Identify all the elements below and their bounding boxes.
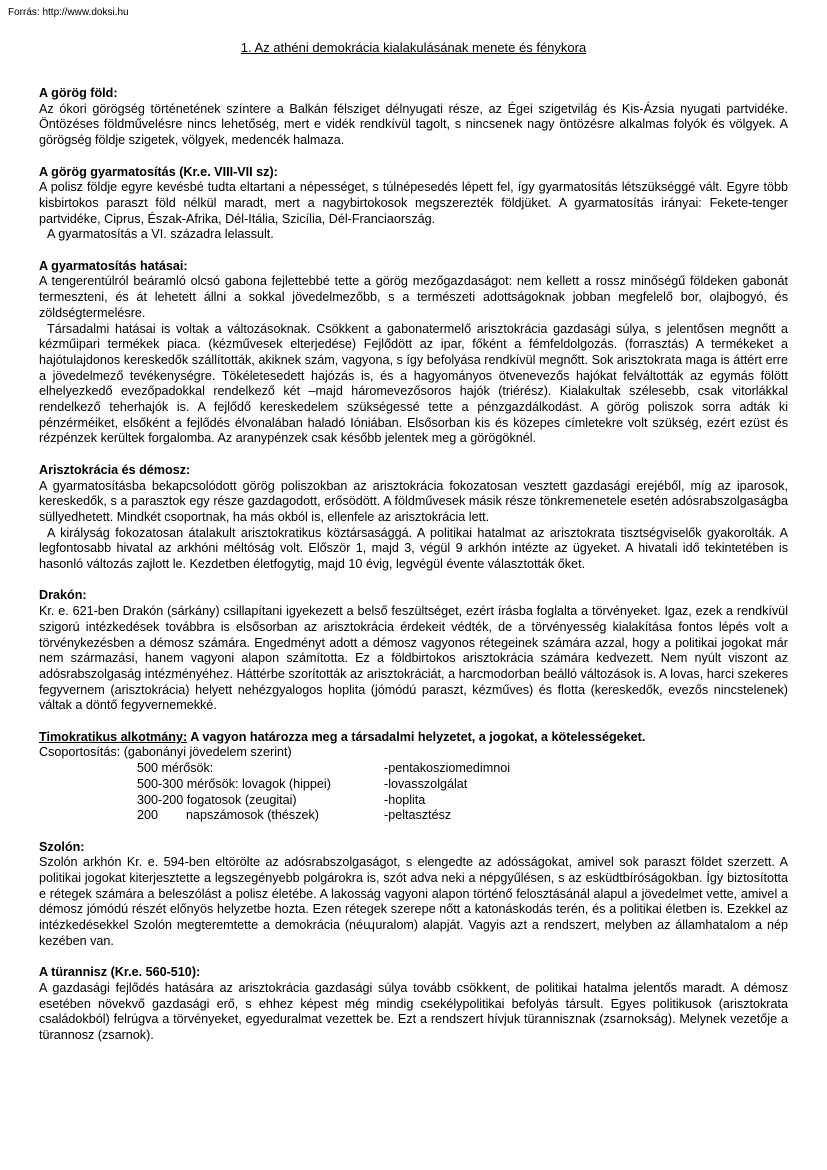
class-table: [39, 761, 788, 824]
source-url: Forrás: http://www.doksi.hu: [8, 7, 129, 18]
section-heading: Arisztokrácia és démosz:: [39, 462, 191, 477]
paragraph: A polisz földje egyre kevésbé tudta eltartani a népességet, s túlnépesedés lépett fel, így gyarmatosítás létszükséggé vált. Egyre több kisbirtokos paraszt föld nélkül maradt, mert a nagybirtokosok megszerezték földjüket. A gyarmatosítás irányai: Fekete-tenger partvidéke, Ciprus, Észak-Afrika, Dél-Itália, Szicília, Dél-Franciaország.: [39, 180, 788, 226]
section-foldrajz: [39, 86, 788, 149]
paragraph: A gazdasági fejlődés hatására az arisztokrácia gazdasági súlya tovább csökkent, de politikai hatalma jelentős maradt. A démosz esetében növekvő gazdasági erő, s ehhez képest még mindig csekélypolitikai befolyás társult. Egyes politikusok (arisztokrata családokból) felrúgva a törvényeket, egyeduralmat vezettek be. Ezt a rendszert hívjuk türannisznak (zsarnokság). Melynek vezetője a türannosz (zsarnok).: [39, 980, 788, 1043]
section-heading: [39, 730, 788, 746]
grouping-intro: Csoportosítás: (gabonányi jövedelem szerint): [39, 745, 292, 760]
document-body: [39, 86, 788, 1059]
section-hatasai: [39, 259, 788, 447]
table-cell-amount: 200 napszámosok (thészek): [137, 808, 319, 823]
heading-rest: A vagyon határozza meg a társadalmi helyzetet, a jogokat, a kötelességeket.: [187, 729, 646, 744]
heading-underlined: Timokratikus alkotmány:: [39, 729, 188, 744]
section-drakon: [39, 588, 788, 714]
table-cell-amount: 500 mérősök:: [137, 761, 214, 776]
table-cell-role: -hoplita: [384, 792, 426, 807]
section-heading: Szolón:: [39, 839, 85, 854]
section-szolon: [39, 840, 788, 950]
paragraph: A gyarmatosítás a VI. századra lelassult.: [47, 227, 274, 242]
section-heading: Drakón:: [39, 588, 87, 603]
table-cell-role: -pentakosziomedimnoi: [384, 761, 510, 776]
paragraph: A gyarmatosításba bekapcsolódott görög poliszokban az arisztokrácia fokozatosan vesztett gazdasági erejéből, míg az iparosok, kereskedők, s a parasztok egy része gazdagodott, erősödött. A földművesek másik része tönkremenetele esetén adósrabszolgaságba süllyedhetett. Mindkét csoportnak, ha más okból is, ellenfele az arisztokrácia lett.: [39, 478, 788, 524]
section-gyarmatositas: [39, 165, 788, 244]
paragraph: A tengerentúlról beáramló olcsó gabona fejlettebbé tette a görög mezőgazdaságot: nem kellett a rossz minőségű földeken gabonát termeszteni, és át lehetett állni a sokkal jövedelmezőbb, s a természeti adottságoknak jobban megfelelő bor, olajbogyó, és zöldségtermelésre.: [39, 274, 788, 320]
section-arisztokracia: [39, 463, 788, 573]
paragraph: Szolón arkhón Kr. e. 594-ben eltörölte az adósrabszolgaságot, s elengedte az adósságokat, amivel sok paraszt földet szerzett. A politikai jogokat kiterjesztette a legszegényebb polgárokra is, szót adva neki a népgyűlésen, s az esküdtbíróságokban. Így biztosította e rétegek számára a beleszólást a polisz életébe. A lakosság vagyoni alapon történő felosztásánál alapul a jövedelmet vette, amivel a démosz jómódú részét előnyös helyzetbe hozta. Ezen rétegek szerepe nőtt a katonáskodás terén, és a politikai életben is. Ezekkel az intézkedésekkel Szolón megteremtette a demokrácia (néպuralom) alapját. Vagyis azt a rendszert, melyben az államhatalom a nép kezében van.: [39, 855, 788, 948]
paragraph: Kr. e. 621-ben Drakón (sárkány) csillapítani igyekezett a belső feszültséget, ezért írásba foglalta a törvényeket. Igaz, ezek a rendkívül szigorú intézkedések továbbra is elsősorban az arisztokrácia érdekeit védték, de a törvényesség kialakítása fontos lépés volt a törvénykezésben a démosz számára. Engedményt adott a démosz vagyonos rétegeinek számára azzal, hogy a politikai jogokat már nem származási, hanem vagyoni alapon számította. Ez a földbirtokos arisztokrácia számára kedvezett. Nem nyúlt viszont az adósrabszolgaság intézményéhez. Háttérbe szorították az arisztokráciát, a harcmodorban beálló változások is. A lovas, harci szekeres fegyvernem (arisztokrácia) helyett nehézgyalogos hoplita (jómódú paraszt, kézműves) és flotta (kereskedők, evezős nincstelenek) váltak a döntő fegyvernemekké.: [39, 604, 788, 713]
paragraph: Társadalmi hatásai is voltak a változásoknak. Csökkent a gabonatermelő arisztokrácia gazdasági súlya, s jelentősen megnőtt a kézműipari termékek piaca. (kézművesek elterjedése) Fejlődött az ipar, főként a fémfeldolgozás. (forrasztás) A termékeket a hajótulajdonos kereskedők szállították, akiknek szám, vagyona, s így befolyása rendkívül megnőtt. Sok arisztokrata maga is áttért erre a jövedelmező tevékenységre. Tökéletesedett hajózás is, és a hagyományos ötvenevezős hajókat felváltották az egymás fölött elhelyezkedő evezőpadokkal rendelkező két –majd háromevezősoros hajók (triérész). Kialakultak szélesebb, csak vitorlákkal rendelkező teherhajók is. A fejlődő kereskedelem szükségessé tette a pénzgazdálkodást. A görög poliszok sorra adták ki pénzérméiket, elsőként a fejlődés élvonalában haladó Ióniában. Elsősorban kis és közepes címletekre volt szükség, ezért ezüst és rézpénzek kerültek forgalomba. Az aranypénzek csak később jelentek meg a görögöknél.: [39, 321, 788, 446]
table-cell-amount: 300-200 fogatosok (zeugitai): [137, 792, 297, 807]
section-heading: A türannisz (Kr.e. 560-510):: [39, 965, 201, 980]
table-cell-role: -peltasztész: [384, 808, 452, 823]
section-turannisz: [39, 965, 788, 1044]
table-cell-amount: 500-300 mérősök: lovagok (hippei): [137, 776, 331, 791]
table-cell-role: -lovasszolgálat: [384, 776, 468, 791]
section-timokratikus: [39, 730, 788, 824]
paragraph: Az ókori görögség történetének színtere a Balkán félsziget délnyugati része, az Égei szigetvilág és Kis-Ázsia nyugati partvidéke. Öntözéses földművelésre nincs lehetőség, mert e vidék rendkívül tagolt, s nincsenek nagy öntözésre alkalmas folyók és völgyek. A görögség földje szigetek, völgyek, medencék halmaza.: [39, 101, 788, 148]
section-heading: A gyarmatosítás hatásai:: [39, 258, 188, 273]
section-heading: A görög föld:: [39, 86, 118, 100]
paragraph: A királyság fokozatosan átalakult arisztokratikus köztársasággá. A politikai hatalmat az arisztokrata tisztségviselők gyakorolták. A legfontosabb hivatal az arkhóni méltóság volt. Először 1, majd 3, végül 9 arkhón intézte az ügyeket. A hivatali idő tekintetében is hasonló változás zajlott le. Kezdetben életfogytig, majd 10 évig, legvégül évente választották őket.: [39, 525, 788, 572]
section-heading: A görög gyarmatosítás (Kr.e. VIII-VII sz):: [39, 164, 278, 179]
page-title: 1. Az athéni demokrácia kialakulásának menete és fénykora: [240, 40, 587, 55]
